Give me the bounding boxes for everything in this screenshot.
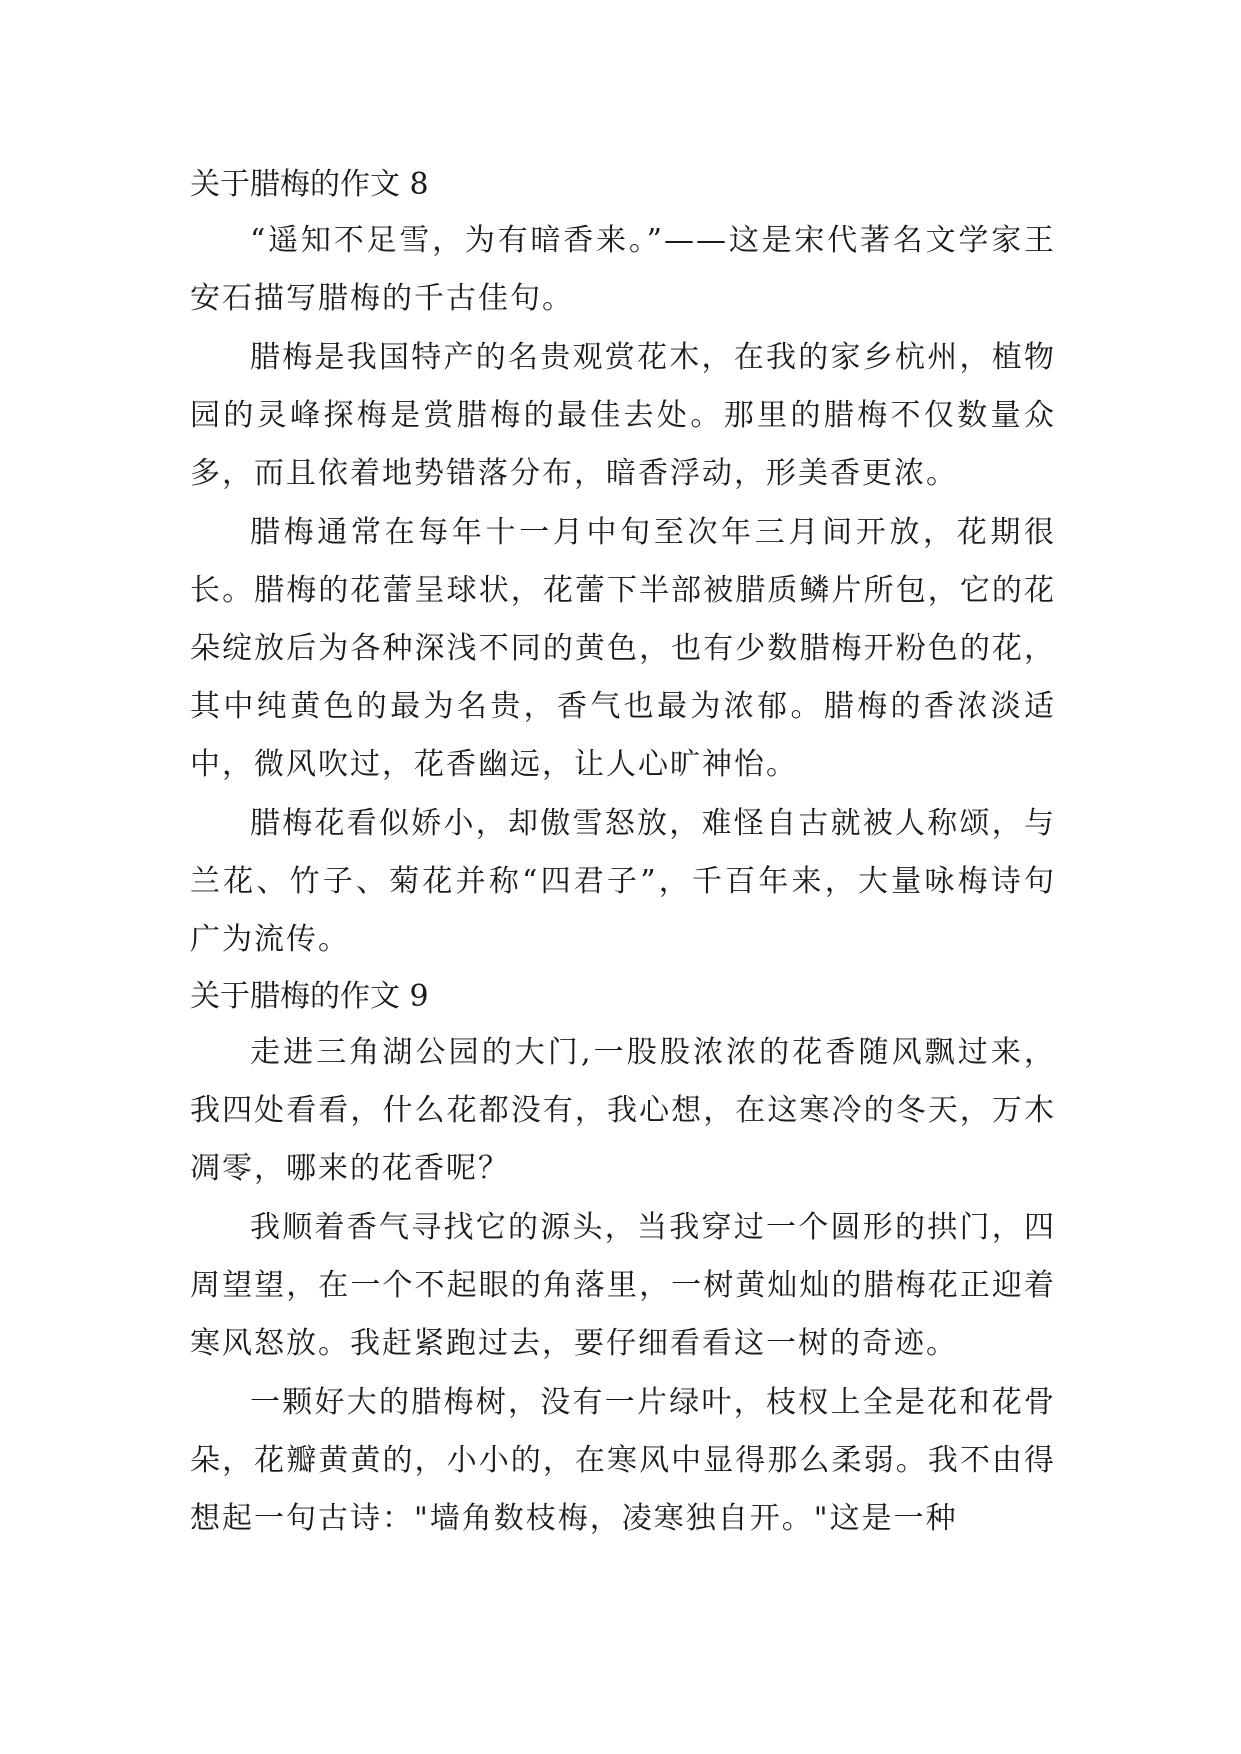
paragraph: 我顺着香气寻找它的源头，当我穿过一个圆形的拱门，四周望望，在一个不起眼的角落里，一树黄灿灿的腊梅花正迎着寒风怒放。我赶紧跑过去，要仔细看看这一树的奇迹。 [190, 1210, 1056, 1361]
paragraph: 走进三角湖公园的大门,一股股浓浓的花香随风飘过来，我四处看看，什么花都没有，我心想，在这寒冷的冬天，万木凋零，哪来的花香呢？ [190, 1035, 1056, 1186]
document-page [190, 158, 1056, 1549]
paragraph: “遥知不足雪，为有暗香来。”——这是宋代著名文学家王安石描写腊梅的千古佳句。 [190, 223, 1056, 316]
section-heading-8: 关于腊梅的作文 8 [190, 167, 429, 202]
paragraph: 一颗好大的腊梅树，没有一片绿叶，枝杈上全是花和花骨朵，花瓣黄黄的，小小的，在寒风中显得那么柔弱。我不由得想起一句古诗："墙角数枝梅，凌寒独自开。"这是一种 [190, 1385, 1056, 1536]
section-heading-9: 关于腊梅的作文 9 [190, 979, 429, 1014]
paragraph: 腊梅通常在每年十一月中旬至次年三月间开放，花期很长。腊梅的花蕾呈球状，花蕾下半部被腊质鳞片所包，它的花朵绽放后为各种深浅不同的黄色，也有少数腊梅开粉色的花，其中纯黄色的最为名贵，香气也最为浓郁。腊梅的香浓淡适中，微风吹过，花香幽远，让人心旷神怡。 [190, 515, 1056, 782]
paragraph: 腊梅花看似娇小，却傲雪怒放，难怪自古就被人称颂，与兰花、竹子、菊花并称“四君子”，千百年来，大量咏梅诗句广为流传。 [190, 806, 1056, 957]
paragraph: 腊梅是我国特产的名贵观赏花木，在我的家乡杭州，植物园的灵峰探梅是赏腊梅的最佳去处。那里的腊梅不仅数量众多，而且依着地势错落分布，暗香浮动，形美香更浓。 [190, 340, 1056, 491]
